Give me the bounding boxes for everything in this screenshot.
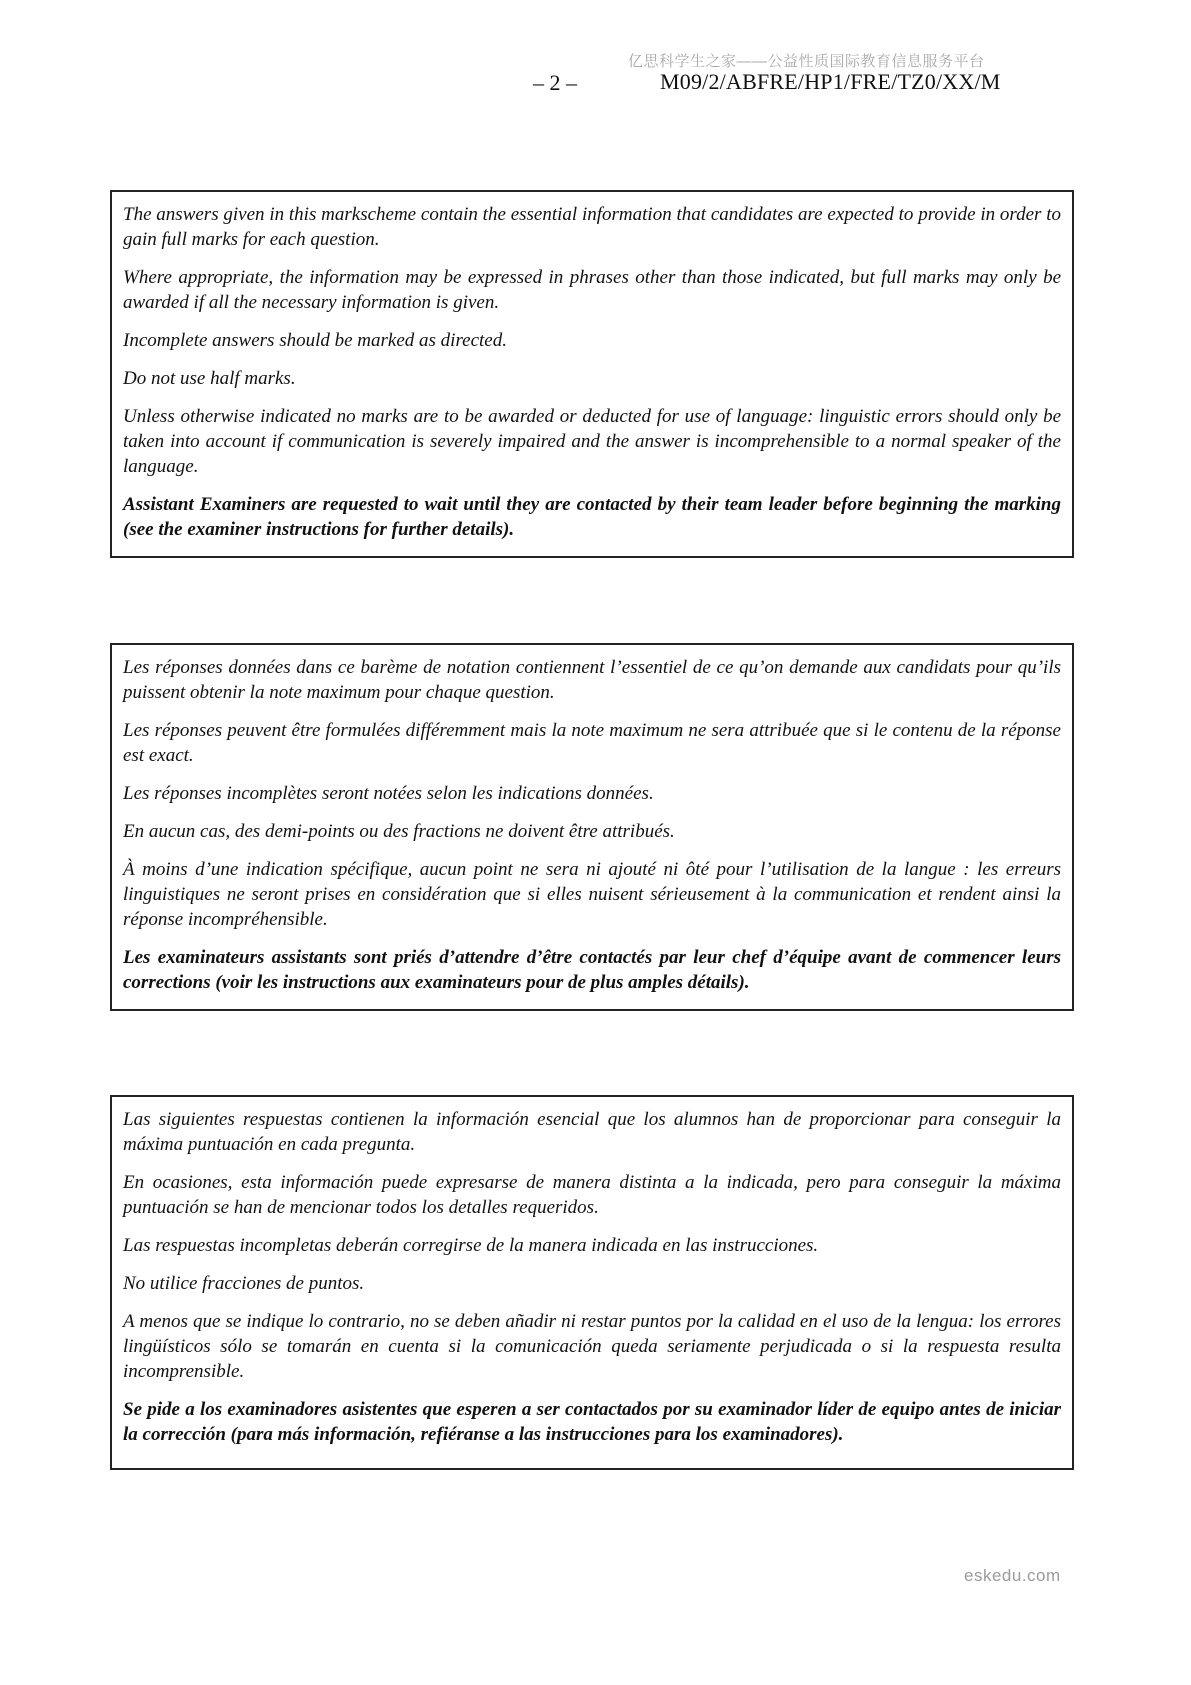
site-url-watermark: eskedu.com — [964, 1566, 1061, 1585]
english-paragraph: Do not use half marks. — [123, 368, 296, 389]
page-number: – 2 – — [533, 70, 577, 95]
english-paragraph: Unless otherwise indicated no marks are to be awarded or deducted for use of language: linguistic errors should only be taken into account if communication is severely impaired and the answer is incomprehensible to a normal speaker of the language. — [123, 406, 1061, 477]
french-paragraph: À moins d’une indication spécifique, aucun point ne sera ni ajouté ni ôté pour l’utilisation de la langue : les erreurs linguistiques ne seront prises en considération que si elles nuisent sérieusement à la communication et rendent ainsi la réponse incompréhensible. — [123, 859, 1061, 930]
spanish-paragraph: Las siguientes respuestas contienen la información esencial que los alumnos han de proporcionar para conseguir la máxima puntuación en cada pregunta. — [123, 1109, 1061, 1155]
english-paragraph: Incomplete answers should be marked as directed. — [123, 330, 507, 351]
markscheme-notes-spanish — [110, 1095, 1074, 1470]
french-paragraph: Les réponses données dans ce barème de notation contiennent l’essentiel de ce qu’on demande aux candidats pour qu’ils puissent obtenir la note maximum pour chaque question. — [123, 657, 1061, 703]
spanish-paragraph: No utilice fracciones de puntos. — [123, 1273, 365, 1294]
spanish-bold-note: Se pide a los examinadores asistentes que esperen a ser contactados por su examinador líder de equipo antes de iniciar la corrección (para más información, refiéranse a las instrucciones para los examinadores). — [123, 1399, 1061, 1445]
chinese-site-watermark: 亿思科学生之家——公益性质国际教育信息服务平台 — [628, 53, 985, 70]
document-code: M09/2/ABFRE/HP1/FRE/TZ0/XX/M — [660, 69, 1001, 94]
french-paragraph: Les réponses peuvent être formulées différemment mais la note maximum ne sera attribuée que si le contenu de la réponse est exact. — [123, 720, 1061, 766]
markscheme-notes-french — [110, 643, 1074, 1011]
english-bold-note: Assistant Examiners are requested to wait until they are contacted by their team leader before beginning the marking (see the examiner instructions for further details). — [123, 494, 1061, 540]
french-paragraph: Les réponses incomplètes seront notées selon les indications données. — [123, 783, 654, 804]
french-paragraph: En aucun cas, des demi-points ou des fractions ne doivent être attribués. — [123, 821, 675, 842]
spanish-paragraph: Las respuestas incompletas deberán corregirse de la manera indicada en las instrucciones. — [123, 1235, 819, 1256]
english-paragraph: Where appropriate, the information may be expressed in phrases other than those indicated, but full marks may only be awarded if all the necessary information is given. — [123, 267, 1061, 313]
french-bold-note: Les examinateurs assistants sont priés d’attendre d’être contactés par leur chef d’équipe avant de commencer leurs corrections (voir les instructions aux examinateurs pour de plus amples détails). — [123, 947, 1061, 993]
english-paragraph: The answers given in this markscheme contain the essential information that candidates are expected to provide in order to gain full marks for each question. — [123, 204, 1061, 250]
spanish-paragraph: A menos que se indique lo contrario, no se deben añadir ni restar puntos por la calidad en el uso de la lengua: los errores lingüísticos sólo se tomarán en cuenta si la comunicación queda seriamente perjudicada o si la respuesta resulta incomprensible. — [123, 1311, 1061, 1382]
markscheme-notes-english — [110, 190, 1074, 558]
spanish-paragraph: En ocasiones, esta información puede expresarse de manera distinta a la indicada, pero para conseguir la máxima puntuación se han de mencionar todos los detalles requeridos. — [123, 1172, 1061, 1218]
